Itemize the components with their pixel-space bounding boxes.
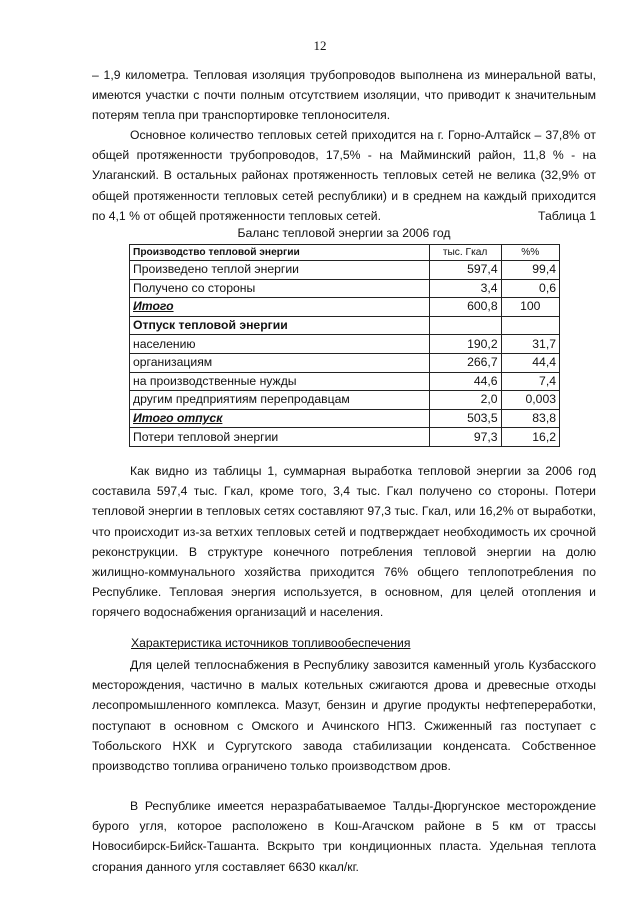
table-row — [130, 391, 560, 410]
table-row — [130, 279, 560, 298]
paragraph-5-block — [92, 796, 596, 877]
table-cell: Потери тепловой энергии — [130, 428, 430, 447]
table-header-cell: Производство тепловой энергии — [130, 245, 430, 261]
table-cell: 7,4 — [501, 372, 559, 391]
table-cell: Получено со стороны — [130, 279, 430, 298]
table-cell: 44,4 — [501, 353, 559, 372]
table-row — [130, 335, 560, 354]
table-cell: Произведено теплой энергии — [130, 261, 430, 280]
table-cell: Итого отпуск — [130, 409, 430, 428]
table-label: Таблица 1 — [538, 209, 596, 223]
heat-balance-table — [129, 244, 560, 447]
table-header-row — [130, 245, 560, 261]
table-row — [130, 428, 560, 447]
table-cell: 44,6 — [429, 372, 501, 391]
paragraph-4: Для целей теплоснабжения в Республику завозится каменный уголь Кузбасского месторождения, частично в малых котельных сжигаются дрова и древесные отходы лесопромышленного комплекса. Мазут, бензин и другие продукты нефтепереработки, поступают в основном с Омского и Ачинского НПЗ. Сжиженный газ поступает с Тобольского НХК и Сургутского завода стабилизации конденсата. Собственное производство топлива ограничено только производством дров. — [92, 658, 596, 774]
table-row-total — [130, 298, 560, 317]
table-cell: 16,2 — [501, 428, 559, 447]
paragraph-2: Основное количество тепловых сетей приходится на г. Горно-Алтайск – 37,8% от общей протяженности трубопроводов, 17,5% - на Майминский район, 11,8 % - на Улаганский. В остальных районах протяженность тепловых сетей не велика (32,9% от общей протяженности тепловых сетей республики) и в среднем на каждый приходится по 4,1 % от общей протяженности тепловых сетей. — [92, 128, 596, 223]
paragraph-2-block — [92, 125, 596, 226]
table-row — [130, 261, 560, 280]
table-header-cell: %% — [501, 245, 559, 261]
paragraph-1-block — [92, 65, 596, 126]
table-cell: другим предприятиям перепродавцам — [130, 391, 430, 410]
table-cell: 0,003 — [501, 391, 559, 410]
table-cell: населению — [130, 335, 430, 354]
table-header-cell: тыс. Гкал — [429, 245, 501, 261]
paragraph-3: Как видно из таблицы 1, суммарная выработка тепловой энергии за 2006 год составила 597,4 тыс. Гкал, кроме того, 3,4 тыс. Гкал получено со стороны. Потери тепловой энергии в тепловых сетях составляют 97,3 тыс. Гкал, или 16,2% от выработки, что происходит из-за ветхих тепловых сетей и подтверждает необходимость их срочной реконструкции. В структуре конечного потребления тепловой энергии на долю жилищно-коммунального хозяйства приходится 76% общего теплопотребления по Республике. Тепловая энергия используется, в основном, для целей отопления и горячего водоснабжения организаций и населения. — [92, 464, 596, 620]
table-cell: 0,6 — [501, 279, 559, 298]
paragraph-4-block — [92, 655, 596, 776]
table-cell: 597,4 — [429, 261, 501, 280]
table-cell — [501, 316, 559, 335]
table-cell: 600,8 — [429, 298, 501, 317]
table-cell: 83,8 — [501, 409, 559, 428]
table-title: Баланс тепловой энергии за 2006 год — [237, 226, 451, 240]
paragraph-5: В Республике имеется неразрабатываемое Талды-Дюргунское месторождение бурого угля, которое расположено в Кош-Агачском районе в 5 км от трассы Новосибирск-Бийск-Ташанта. Вскрыто три кондиционных пласта. Удельная теплота сгорания данного угля составляет 6630 ккал/кг. — [92, 799, 596, 874]
table-cell: Итого — [130, 298, 430, 317]
section-heading: Характеристика источников топливообеспечения — [131, 636, 411, 650]
paragraph-3-block — [92, 461, 596, 623]
table-cell — [429, 316, 501, 335]
table-row — [130, 353, 560, 372]
table-cell: 190,2 — [429, 335, 501, 354]
table-cell: 97,3 — [429, 428, 501, 447]
table-cell: 503,5 — [429, 409, 501, 428]
table-cell: 100 — [501, 298, 559, 317]
table-cell: Отпуск тепловой энергии — [130, 316, 430, 335]
page-number: 12 — [313, 38, 327, 53]
table-cell: 31,7 — [501, 335, 559, 354]
table-cell: 266,7 — [429, 353, 501, 372]
table-cell: 99,4 — [501, 261, 559, 280]
table-row-section — [130, 316, 560, 335]
table-cell: 3,4 — [429, 279, 501, 298]
table-cell: 2,0 — [429, 391, 501, 410]
table-row-total — [130, 409, 560, 428]
table-cell: организациям — [130, 353, 430, 372]
table-row — [130, 372, 560, 391]
table-cell: на производственные нужды — [130, 372, 430, 391]
paragraph-1: – 1,9 километра. Тепловая изоляция трубопроводов выполнена из минеральной ваты, имеются участки с почти полным отсутствием изоляции, что приводит к значительным потерям тепла при транспортировке теплоносителя. — [92, 68, 596, 123]
